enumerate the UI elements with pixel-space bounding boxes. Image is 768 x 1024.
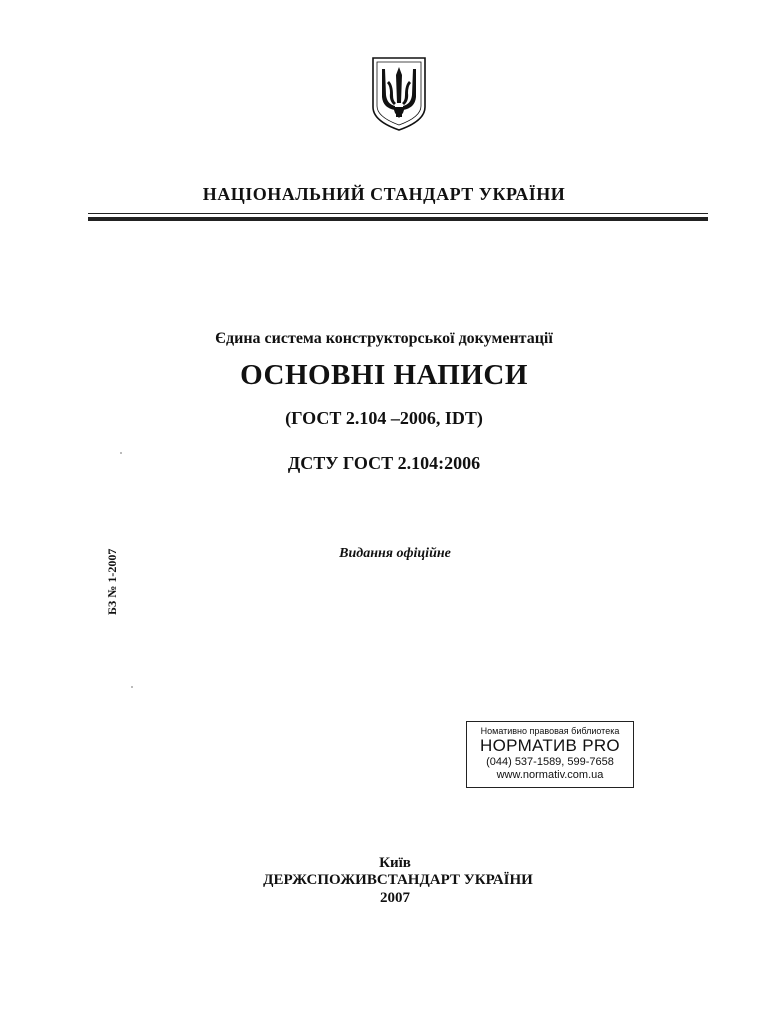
scan-speck (131, 686, 133, 688)
dstu-code: ДСТУ ГОСТ 2.104:2006 (287, 453, 481, 473)
stamp-phones: (044) 537-1589, 599-7658 (486, 756, 614, 768)
publication-city: Київ (379, 855, 411, 871)
gost-reference: (ГОСТ 2.104 –2006, IDT) (285, 408, 483, 428)
edition-note: Видання офіційне (339, 546, 451, 561)
stamp-brand: НОРМАТИВ PRO (480, 736, 620, 755)
stamp-library-name: Номативно правовая библиотека (480, 726, 620, 736)
national-standard-heading: НАЦІОНАЛЬНИЙ СТАНДАРТ УКРАЇНИ (202, 184, 566, 204)
ukraine-trident-emblem-icon (369, 55, 429, 133)
scan-speck (120, 452, 122, 454)
system-name: Єдина система конструкторської документації (215, 330, 553, 347)
publication-year: 2007 (380, 890, 410, 906)
library-stamp (466, 721, 634, 788)
header-divider (88, 213, 708, 222)
publisher-name: ДЕРЖСПОЖИВСТАНДАРТ УКРАЇНИ (263, 872, 533, 888)
document-title: ОСНОВНІ НАПИСИ (240, 359, 528, 391)
side-registration-code: БЗ № 1-2007 (105, 548, 119, 615)
stamp-website: www.normativ.com.ua (496, 769, 604, 781)
